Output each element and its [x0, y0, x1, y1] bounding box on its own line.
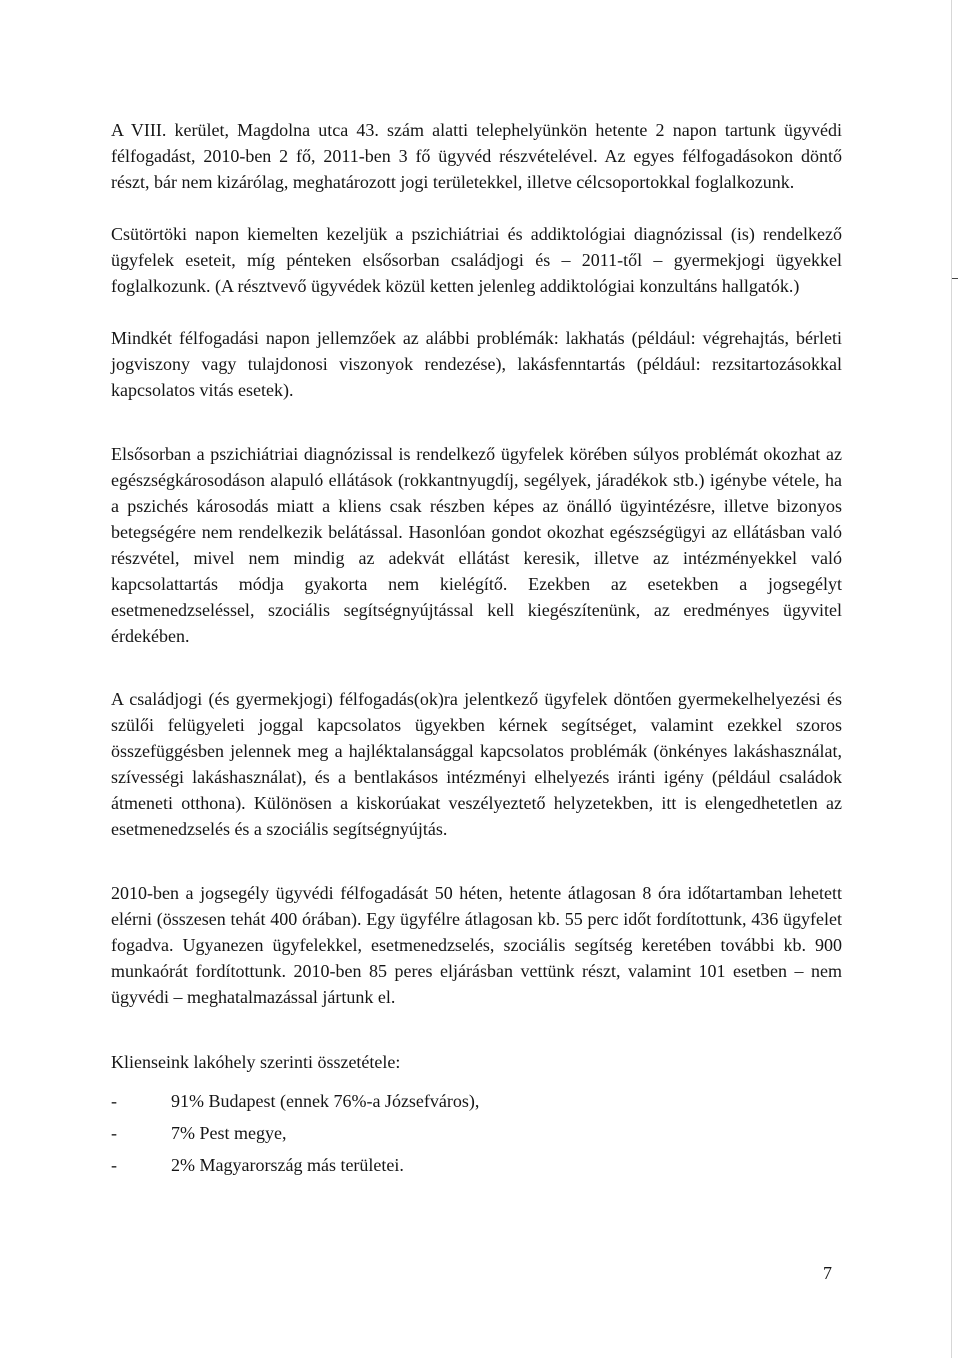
list-item-text: 2% Magyarország más területei. — [171, 1155, 404, 1175]
paragraph-pszichiatriai: Elsősorban a pszichiátriai diagnózissal is rendelkező ügyfelek körében súlyos problémát okozhat az egészségkárosodáson alapuló ellátások (rokkantnyugdíj, segélyek, járadékok stb.) igénybe vétele, ha a pszichés károsodás miatt a kliens csak részben képes az önálló ügyintézésre, illetve bizonyos betegségére nem rendelkezik belátással. Hasonlóan gondot okozhat egészségügyi az ellátásban való részvétel, mivel nem mindig az adekvát ellátást keresik, illetve az intézményekkel való kapcsolattartás módja gyakorta nem kielégítő. Ezekben az esetekben a jogsegélyt esetmenedzseléssel, szociális segítségnyújtással kell kiegészítenünk, az eredményes ügyvitel érdekében. — [111, 444, 842, 646]
list-item — [111, 1121, 842, 1145]
paragraph-statisztika: 2010-ben a jogsegély ügyvédi félfogadását 50 héten, hetente átlagosan 8 óra időtartamban lehetett elérni (összesen tehát 400 órában). Egy ügyfélre átlagosan kb. 55 perc időt fordítottunk, 436 ügyfelet fogadva. Ugyanezen ügyfelekkel, esetmenedzselés, szociális segítség keretében további kb. 900 munkaórát fordítottunk. 2010-ben 85 peres eljárásban vettünk részt, valamint 101 esetben – nem ügyvédi – meghatalmazással jártunk el. — [111, 883, 842, 1007]
paragraph-csaladjogi: A családjogi (és gyermekjogi) félfogadás(ok)ra jelentkező ügyfelek döntően gyermekelhelyezési és szülői felügyeleti joggal kapcsolatos ügyekben kérnek segítséget, valamint ezekkel szoros összefüggésben jelennek meg a hajléktalansággal kapcsolatos problémák (önkényes lakáshasználat, szívességi lakáshasználat), és a bentlakásos intézményi elhelyezés iránti igény (például családok átmeneti otthona). Különösen a kiskorúakat veszélyeztető helyzetekben, itt is elengedhetetlen az esetmenedzselés és a szociális segítségnyújtás. — [111, 689, 842, 839]
margin-mark — [952, 278, 958, 279]
list-item — [111, 1089, 842, 1113]
paragraph-problemak: Mindkét félfogadási napon jellemzőek az alábbi problémák: lakhatás (például: végrehajtás, bérleti jogviszony vagy tulajdonosi viszonyok rendezése), lakásfenntartás (például: rezsitartozásokkal kapcsolatos vitás esetek). — [111, 328, 842, 400]
paragraph-telephely: A VIII. kerület, Magdolna utca 43. szám alatti telephelyünkön hetente 2 napon tartunk ügyvédi félfogadást, 2010-ben 2 fő, 2011-ben 3 fő ügyvéd részvételével. Az egyes félfogadásokon döntő részt, bár nem kizárólag, meghatározott jogi területekkel, illetve célcsoportokkal foglalkozunk. — [111, 120, 842, 192]
list-dash: - — [111, 1123, 117, 1143]
list-item — [111, 1153, 842, 1177]
list-item-text: 91% Budapest (ennek 76%-a Józsefváros), — [171, 1091, 480, 1111]
residence-list — [111, 1089, 842, 1177]
paragraph-kliensek-intro: Klienseink lakóhely szerinti összetétele: — [111, 1052, 401, 1072]
page-number: 7 — [823, 1263, 832, 1283]
list-dash: - — [111, 1091, 117, 1111]
paragraph-csutortok: Csütörtöki napon kiemelten kezeljük a pszichiátriai és addiktológiai diagnózissal (is) rendelkező ügyfelek eseteit, míg pénteken elsősorban családjogi és – 2011-től – gyermekjogi ügyekkel foglalkozunk. (A résztvevő ügyvédek közül ketten jelenleg addiktológiai konzultáns hallgatók.) — [111, 224, 842, 296]
list-item-text: 7% Pest megye, — [171, 1123, 287, 1143]
page-body — [111, 117, 842, 1185]
scan-edge-line — [951, 0, 952, 1358]
list-dash: - — [111, 1155, 117, 1175]
